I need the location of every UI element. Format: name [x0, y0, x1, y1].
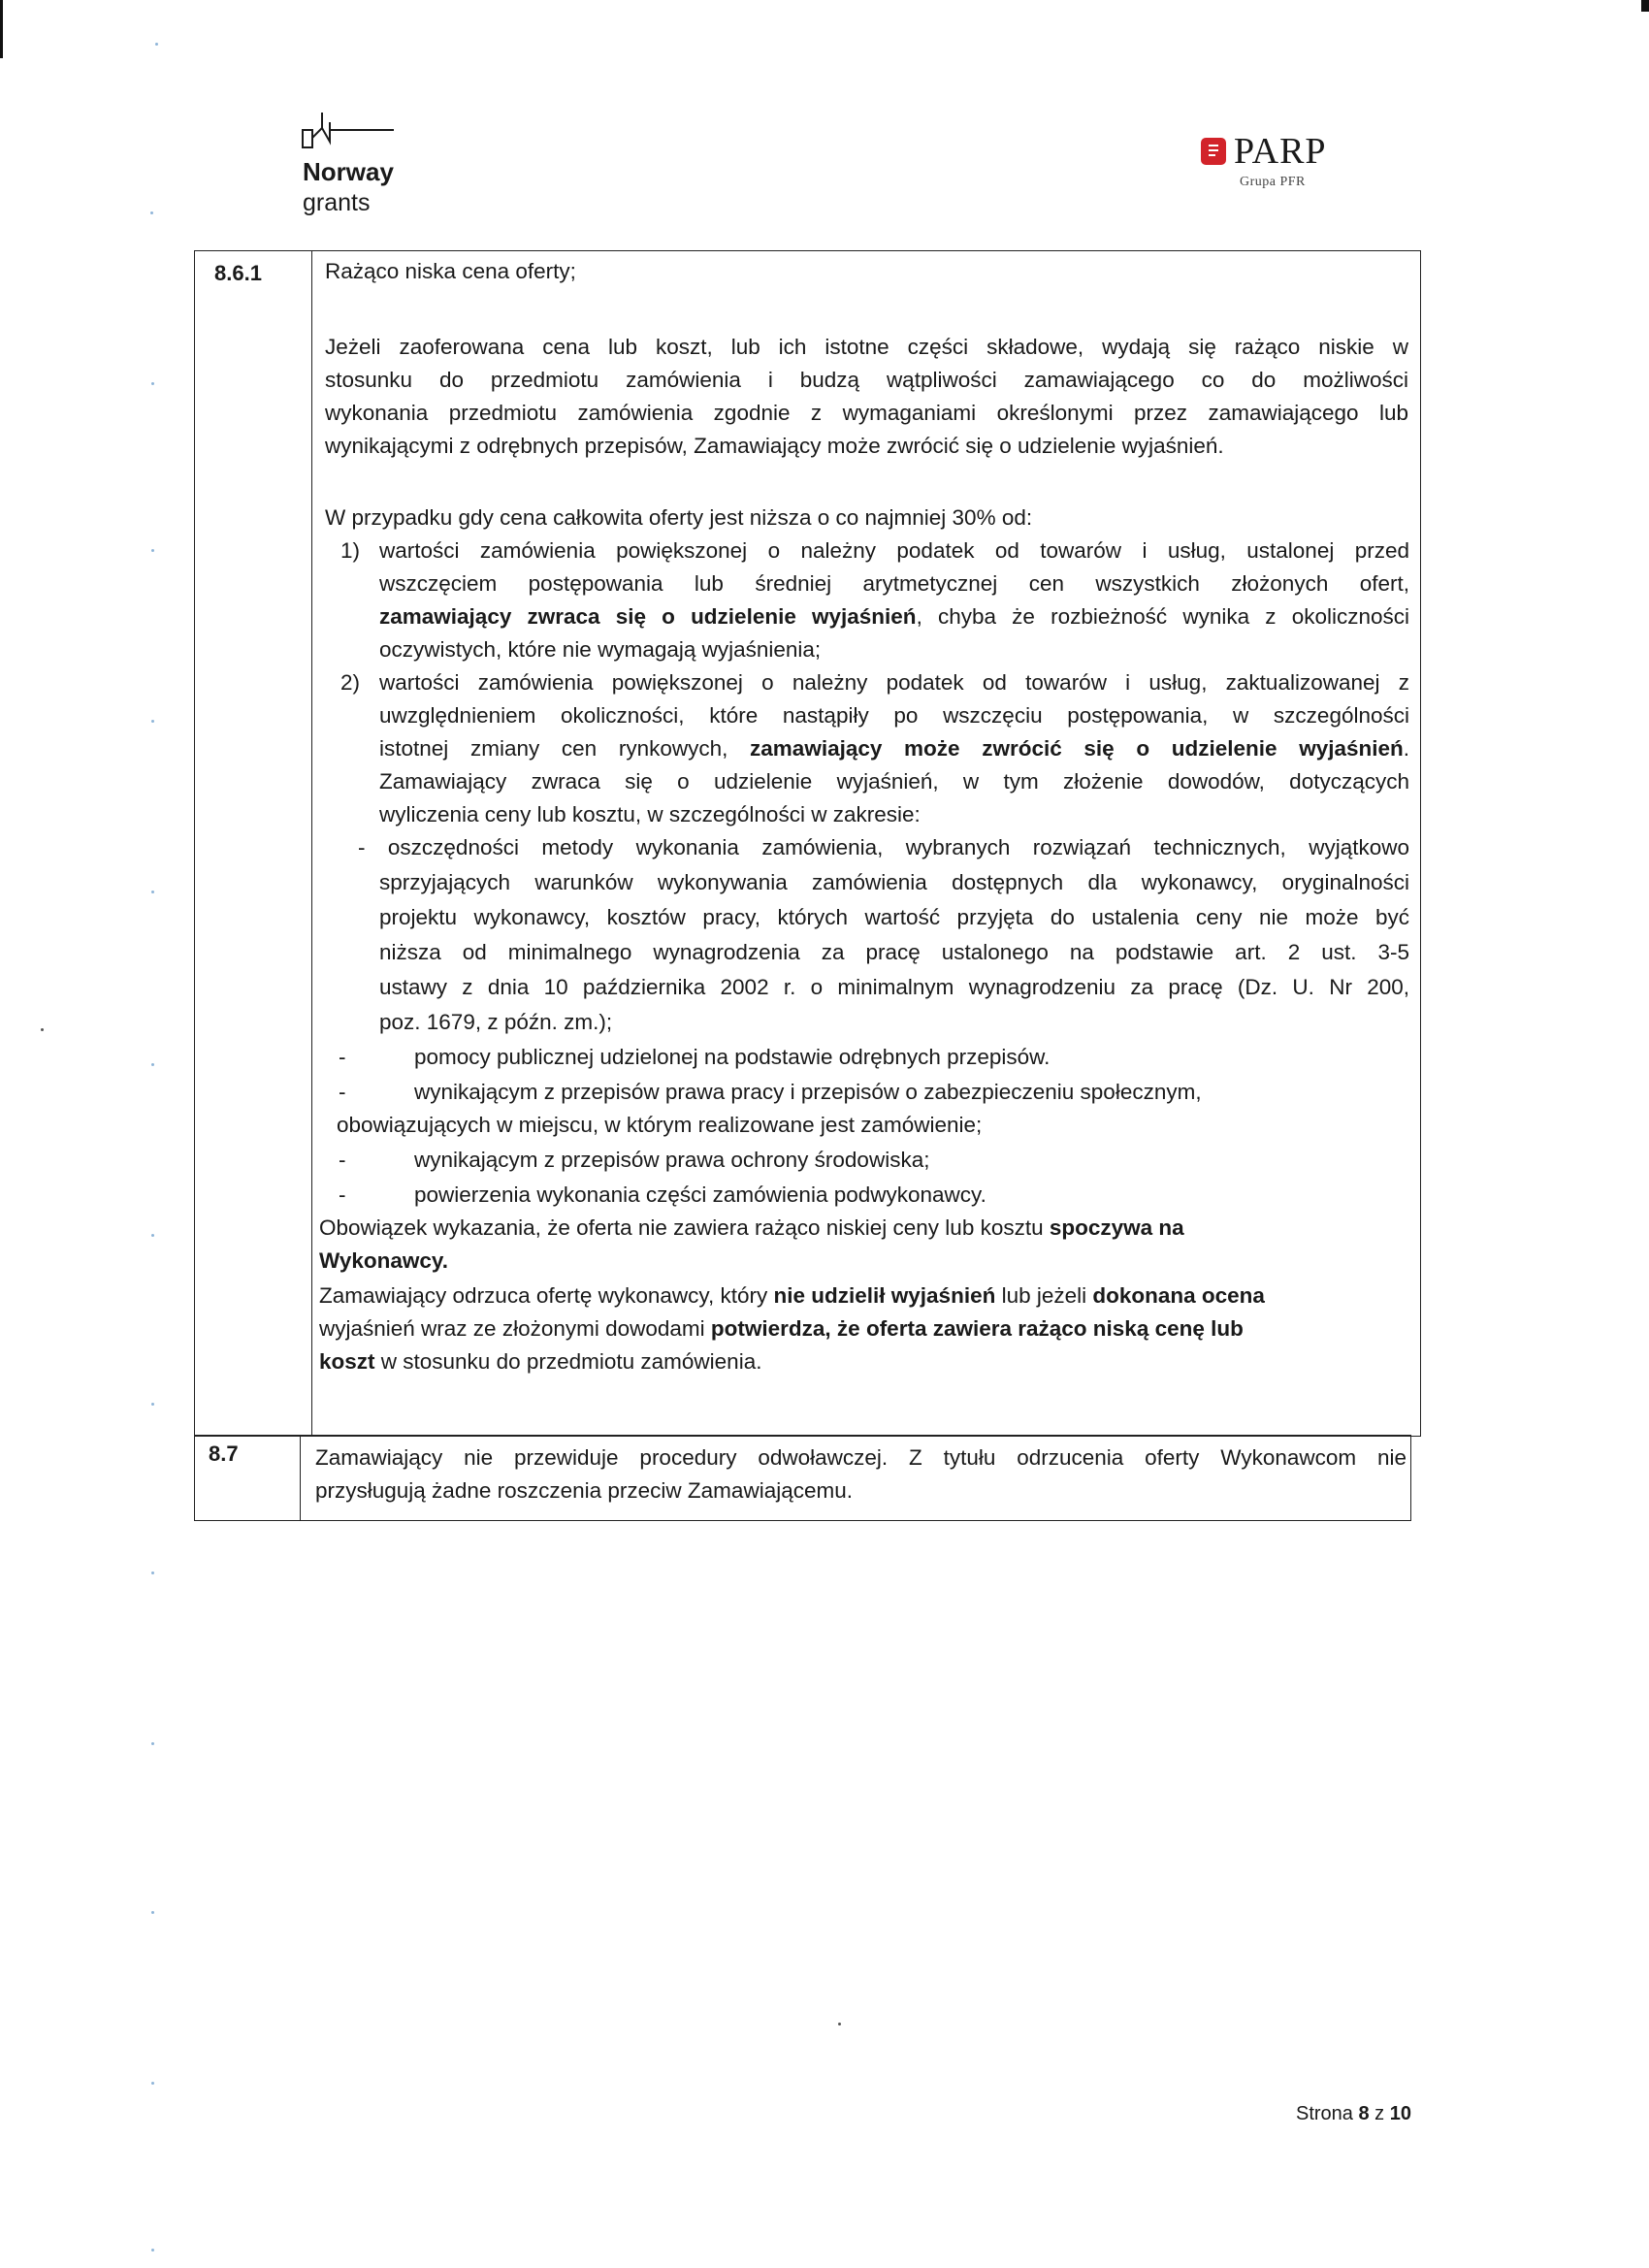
paragraph-line: stosunku do przedmiotu zamówienia i budzą wątpliwości zamawiającego co do możliwości	[325, 368, 1408, 392]
bold-phrase: spoczywa na	[1049, 1215, 1184, 1240]
bullet-text: wynikającym z przepisów prawa pracy i przepisów o zabezpieczeniu społecznym,	[414, 1080, 1202, 1104]
scan-speck	[151, 549, 154, 552]
bullet-text: wynikającym z przepisów prawa ochrony środowiska;	[414, 1148, 930, 1172]
list-item-line: poz. 1679, z późn. zm.);	[379, 1010, 613, 1034]
total-pages: 10	[1389, 2103, 1411, 2124]
paragraph-line	[319, 1345, 761, 1378]
section-row-8-7	[194, 1435, 1411, 1521]
scan-edge	[1641, 0, 1649, 12]
list-item-line: oczywistych, które nie wymagają wyjaśnienia;	[379, 637, 822, 662]
bold-phrase: nie udzielił wyjaśnień	[773, 1283, 996, 1308]
text-span: lub jeżeli	[995, 1283, 1093, 1308]
scan-speck	[151, 2082, 154, 2085]
bullet-text: pomocy publicznej udzielonej na podstawie odrębnych przepisów.	[414, 1045, 1051, 1069]
scan-speck	[151, 1911, 154, 1914]
text-span: istotnej zmiany cen rynkowych,	[379, 736, 751, 761]
paragraph-line	[319, 1212, 1184, 1245]
list-item-line	[379, 600, 1409, 633]
paragraph-line: przysługują żadne roszczenia przeciw Zamawiającemu.	[315, 1478, 853, 1503]
list-item-line: wartości zamówienia powiększonej o należny podatek od towarów i usług, zaktualizowanej z	[379, 670, 1409, 695]
scan-speck	[151, 1063, 154, 1066]
text-span: w stosunku do przedmiotu zamówienia.	[374, 1349, 762, 1374]
norway-grants-icon	[301, 109, 398, 151]
scan-speck	[150, 211, 153, 214]
list-item-line: wszczęciem postępowania lub średniej arytmetycznej cen wszystkich złożonych ofert,	[379, 571, 1409, 596]
list-item-line: Zamawiający zwraca się o udzielenie wyjaśnień, w tym złożenie dowodów, dotyczących	[379, 769, 1409, 794]
bullet-continuation: obowiązujących w miejscu, w którym realizowane jest zamówienie;	[337, 1113, 983, 1137]
list-item-line: projektu wykonawcy, kosztów pracy, których wartość przyjęta do ustalenia ceny nie może być	[379, 905, 1409, 929]
bold-phrase: zamawiający zwraca się o udzielenie wyjaśnień	[379, 604, 917, 629]
paragraph-line: Jeżeli zaoferowana cena lub koszt, lub ich istotne części składowe, wydają się rażąco niskie w	[325, 335, 1408, 359]
section-row-8-6-1	[194, 250, 1421, 1437]
paragraph-line: Zamawiający nie przewiduje procedury odwoławczej. Z tytułu odrzucenia oferty Wykonawcom nie	[315, 1445, 1406, 1470]
norway-logo-sub: grants	[303, 189, 371, 216]
bullet-dash: -	[339, 1080, 346, 1104]
scan-speck	[151, 1742, 154, 1745]
scan-speck	[151, 2249, 154, 2252]
scan-speck	[151, 720, 154, 723]
bullet-dash: -	[339, 1183, 346, 1207]
parp-logo-name: PARP	[1234, 131, 1327, 172]
scan-speck	[151, 382, 154, 385]
list-item-line: wartości zamówienia powiększonej o należny podatek od towarów i usług, ustalonej przed	[379, 538, 1409, 563]
bold-phrase: zamawiający może zwrócić się o udzielenie wyjaśnień	[750, 736, 1404, 761]
bold-phrase: koszt	[319, 1349, 375, 1374]
bullet-text: powierzenia wykonania części zamówienia podwykonawcy.	[414, 1183, 986, 1207]
list-item-line	[379, 732, 1409, 765]
section-number: 8.7	[209, 1442, 239, 1466]
paragraph-line: Wykonawcy.	[319, 1248, 448, 1273]
column-divider	[300, 1436, 301, 1520]
list-item-line: niższa od minimalnego wynagrodzenia za pracę ustalonego na podstawie art. 2 ust. 3-5	[379, 940, 1409, 964]
scan-speck	[41, 1028, 44, 1031]
scan-speck	[151, 1571, 154, 1574]
bullet-dash: -	[339, 1148, 346, 1172]
text-span: Zamawiający odrzuca ofertę wykonawcy, który	[319, 1283, 774, 1308]
scan-edge	[0, 0, 3, 58]
paragraph-line: wynikającymi z odrębnych przepisów, Zamawiający może zwrócić się o udzielenie wyjaśnień.	[325, 434, 1224, 458]
bold-phrase: potwierdza, że oferta zawiera rażąco niską cenę lub	[710, 1316, 1244, 1341]
list-item-line: ustawy z dnia 10 października 2002 r. o minimalnym wynagrodzeniu za pracę (Dz. U. Nr 200,	[379, 975, 1409, 999]
list-item-line: sprzyjających warunków wykonywania zamówienia dostępnych dla wykonawcy, oryginalności	[379, 870, 1409, 894]
list-marker: 2)	[340, 670, 361, 695]
text-span: wyjaśnień wraz ze złożonymi dowodami	[319, 1316, 711, 1341]
scan-speck	[155, 43, 158, 46]
parp-icon	[1201, 138, 1226, 165]
current-page: 8	[1358, 2103, 1370, 2124]
paragraph-line: wykonania przedmiotu zamówienia zgodnie z wymaganiami określonymi przez zamawiającego lub	[325, 401, 1408, 425]
paragraph-line	[319, 1312, 1244, 1345]
bold-phrase: dokonana ocena	[1092, 1283, 1265, 1308]
list-item-line: - oszczędności metody wykonania zamówienia, wybranych rozwiązań technicznych, wyjątkowo	[358, 835, 1409, 859]
paragraph-line	[319, 1280, 1265, 1312]
section-title: Rażąco niska cena oferty;	[325, 259, 576, 283]
page-prefix: Strona	[1296, 2103, 1359, 2124]
list-item-line: uwzględnieniem okoliczności, które nastąpiły po wszczęciu postępowania, w szczególności	[379, 703, 1409, 728]
page-of: z	[1369, 2103, 1390, 2124]
column-divider	[311, 251, 312, 1436]
scan-speck	[151, 1403, 154, 1406]
text-span: .	[1403, 736, 1410, 761]
bullet-dash: -	[339, 1045, 346, 1069]
scan-speck	[151, 891, 154, 893]
scan-speck	[838, 2023, 841, 2025]
norway-grants-logo	[301, 109, 417, 223]
list-item-line: wyliczenia ceny lub kosztu, w szczególności w zakresie:	[379, 802, 921, 826]
page-number	[1296, 2101, 1411, 2126]
norway-logo-name: Norway	[303, 157, 394, 186]
intro-line: W przypadku gdy cena całkowita oferty jest niższa o co najmniej 30% od:	[325, 505, 1033, 530]
scan-speck	[151, 1234, 154, 1237]
parp-logo-sub: Grupa PFR	[1240, 175, 1306, 189]
parp-logo	[1201, 132, 1356, 200]
list-marker: 1)	[340, 538, 361, 563]
text-span: Obowiązek wykazania, że oferta nie zawiera rażąco niskiej ceny lub kosztu	[319, 1215, 1050, 1240]
text-span: , chyba że rozbieżność wynika z okoliczności	[916, 604, 1409, 629]
section-number: 8.6.1	[214, 261, 262, 285]
